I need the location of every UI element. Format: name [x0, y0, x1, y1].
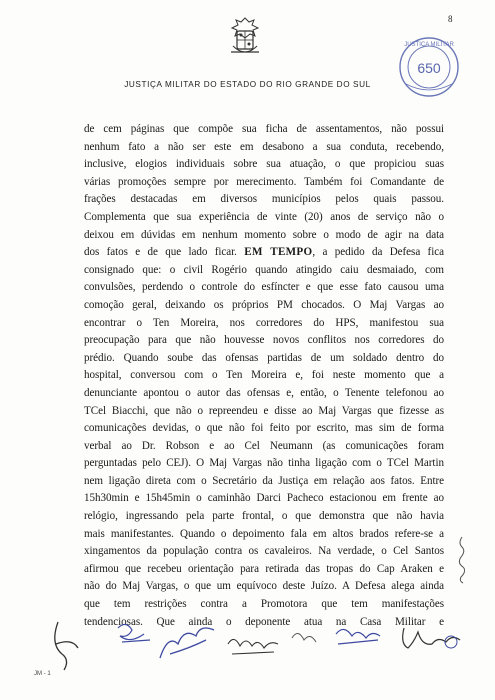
- body-line: encontrar o Ten Moreira, nos corredores do HPS, manifestou sua: [84, 316, 444, 329]
- body-line: denunciante apontou o autor das ofensas e, então, o Tenente telefonou ao: [84, 386, 444, 399]
- signatures-icon: [0, 614, 495, 684]
- body-line-em-tempo: [84, 244, 444, 262]
- body-line: várias promoções sempre por merecimento. Também foi Comandante de: [84, 175, 444, 188]
- body-line: afirmou que recebeu orientação para retirada das tropas do Cap Araken e: [84, 562, 444, 575]
- body-line: xingamentos da população contra os cavaleiros. Na verdade, o Cel Santos: [84, 545, 444, 558]
- court-stamp-icon: [396, 34, 462, 100]
- form-code: JM - 1: [34, 671, 51, 677]
- margin-initial-icon: [455, 535, 469, 585]
- body-line: convulsões, perdendo o controle do esfíncter e que esse fato causou uma: [84, 281, 444, 294]
- body-line: perguntadas pelo CEJ). O Maj Vargas não tinha ligação com o TCel Martin: [84, 457, 444, 470]
- body-line: não do Maj Vargas, o que um equívoco deste Juízo. A Defesa alega ainda: [84, 580, 444, 593]
- body-line: hospital, conversou com o Ten Moreira e, foi neste momento que a: [84, 369, 444, 382]
- body-line: inclusive, elogios individuais sobre sua atuação, o que propiciou suas: [84, 158, 444, 171]
- body-line: preocupação para que não houvesse novos conflitos nos corredores do: [84, 334, 444, 347]
- body-line: nem ligação direta com o Secretário da Justiça em relação aos fatos. Entre: [84, 474, 444, 487]
- body-line: verbal ao Dr. Robson e ao Cel Neumann (as comunicações foram: [84, 439, 444, 452]
- body-line: tendenciosas. Que ainda o deponente atua na Casa Militar e: [84, 615, 444, 628]
- body-line: relógio, ingressando pela parte frontal, o que demonstra que não havia: [84, 510, 444, 523]
- body-line: prédio. Quando soube das ofensas partidas de um soldado dentro do: [84, 351, 444, 364]
- body-line: deixou em dúvidas em nenhum momento sobre o modo de agir na data: [84, 228, 444, 241]
- body-line: 15h30min e 15h45min o caminhão Darci Pacheco estacionou em frente ao: [84, 492, 444, 505]
- body-line: consignado que: o civil Rogério quando atingido caiu desmaiado, com: [84, 263, 444, 276]
- coat-of-arms-icon: [228, 16, 262, 58]
- body-line: comunicações devidas, o que não foi feito por escrito, mas sim de forma: [84, 422, 444, 435]
- body-line: frações destacadas em diversos municípios pelos quais passou.: [84, 193, 444, 206]
- body-line-text: dos fatos e de que lado ficar.: [84, 246, 237, 259]
- em-tempo-label: EM TEMPO: [244, 246, 313, 259]
- stamp-text: JUSTIÇA MILITAR: [404, 42, 454, 48]
- court-header: JUSTIÇA MILITAR DO ESTADO DO RIO GRANDE DO SUL: [124, 80, 371, 89]
- body-line: comoção geral, deixando os próprios PM chocados. O Maj Vargas ao: [84, 298, 444, 311]
- body-line: que tem restrições contra a Promotora que tem manifestações: [84, 598, 444, 611]
- body-line: nenhum fato a não ser este em desabono a sua conduta, recebendo,: [84, 140, 444, 153]
- stamp-number: 650: [417, 60, 441, 76]
- body-line: TCel Biacchi, que não o repreendeu e disse ao Maj Vargas que fizesse as: [84, 404, 444, 417]
- page-number: 8: [448, 14, 453, 24]
- body-line: Complementa que sua experiência de vinte (20) anos de serviço não o: [84, 210, 444, 223]
- body-line: de cem páginas que compõe sua ficha de assentamentos, não possui: [84, 123, 444, 135]
- document-body: [84, 121, 444, 631]
- em-tempo-text: , a pedido da Defesa fica: [312, 246, 444, 259]
- body-line: mais manifestantes. Quando o depoimento fala em altos brados refere-se a: [84, 527, 444, 540]
